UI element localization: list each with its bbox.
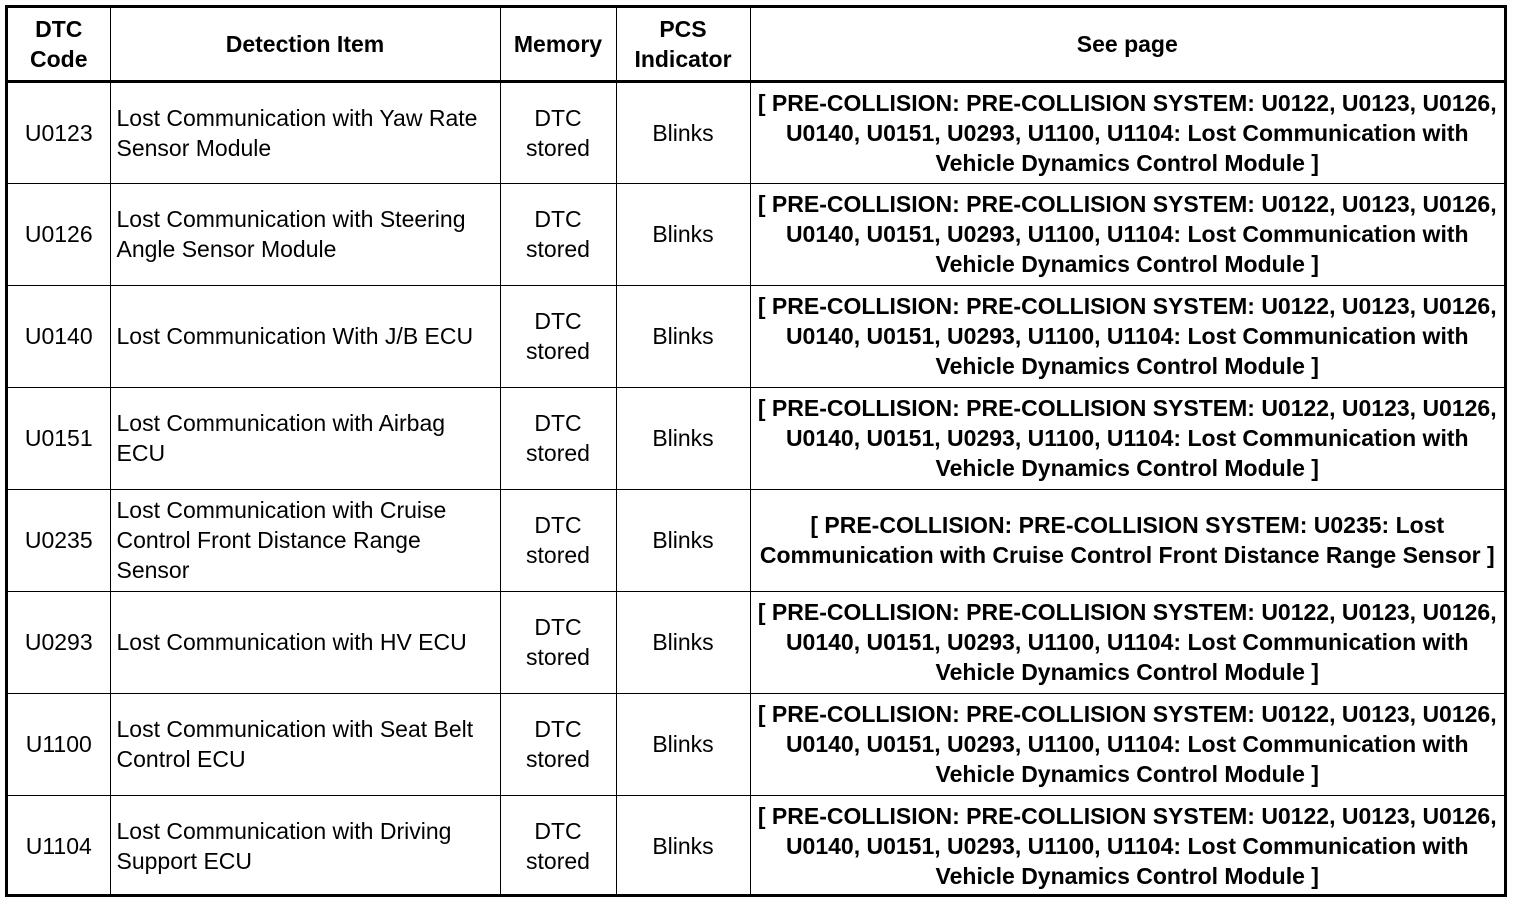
header-pcs-indicator-label: PCS Indicator — [634, 15, 732, 72]
memory-cell: DTC stored — [500, 795, 616, 897]
dtc-table-frame — [5, 5, 1507, 897]
header-row — [8, 8, 1504, 81]
header-pcs-indicator — [616, 8, 750, 81]
detection-item-cell: Lost Communication with Steering Angle Sensor Module — [110, 183, 500, 285]
header-memory — [500, 8, 616, 81]
dtc-code-cell: U0235 — [8, 489, 110, 591]
table-row — [8, 795, 1504, 897]
header-dtc-code-label: DTC Code — [30, 15, 88, 72]
detection-item-cell: Lost Communication with HV ECU — [110, 591, 500, 693]
see-page-link[interactable]: [ PRE-COLLISION: PRE-COLLISION SYSTEM: U0122, U0123, U0126, U0140, U0151, U0293, U1100, U1104: Lost Communication with Vehicle Dynamics Control Module ] — [750, 183, 1504, 285]
dtc-table — [8, 8, 1504, 897]
detection-item-cell: Lost Communication with Driving Support ECU — [110, 795, 500, 897]
memory-cell: DTC stored — [500, 387, 616, 489]
memory-cell: DTC stored — [500, 183, 616, 285]
pcs-indicator-cell: Blinks — [616, 387, 750, 489]
detection-item-cell: Lost Communication with Cruise Control Front Distance Range Sensor — [110, 489, 500, 591]
pcs-indicator-cell: Blinks — [616, 591, 750, 693]
header-detection-item — [110, 8, 500, 81]
see-page-link[interactable]: [ PRE-COLLISION: PRE-COLLISION SYSTEM: U0122, U0123, U0126, U0140, U0151, U0293, U1100, U1104: Lost Communication with Vehicle Dynamics Control Module ] — [750, 591, 1504, 693]
see-page-link[interactable]: [ PRE-COLLISION: PRE-COLLISION SYSTEM: U0122, U0123, U0126, U0140, U0151, U0293, U1100, U1104: Lost Communication with Vehicle Dynamics Control Module ] — [750, 693, 1504, 795]
pcs-indicator-cell: Blinks — [616, 183, 750, 285]
detection-item-cell: Lost Communication with Airbag ECU — [110, 387, 500, 489]
dtc-code-cell: U1104 — [8, 795, 110, 897]
pcs-indicator-cell: Blinks — [616, 795, 750, 897]
see-page-link[interactable]: [ PRE-COLLISION: PRE-COLLISION SYSTEM: U0122, U0123, U0126, U0140, U0151, U0293, U1100, U1104: Lost Communication with Vehicle Dynamics Control Module ] — [750, 285, 1504, 387]
table-row — [8, 81, 1504, 183]
pcs-indicator-cell: Blinks — [616, 489, 750, 591]
memory-cell: DTC stored — [500, 693, 616, 795]
header-memory-label: Memory — [513, 30, 603, 57]
header-see-page-label: See page — [1076, 30, 1178, 57]
see-page-link[interactable]: [ PRE-COLLISION: PRE-COLLISION SYSTEM: U0122, U0123, U0126, U0140, U0151, U0293, U1100, U1104: Lost Communication with Vehicle Dynamics Control Module ] — [750, 81, 1504, 183]
see-page-link[interactable]: [ PRE-COLLISION: PRE-COLLISION SYSTEM: U0122, U0123, U0126, U0140, U0151, U0293, U1100, U1104: Lost Communication with Vehicle Dynamics Control Module ] — [750, 795, 1504, 897]
detection-item-cell: Lost Communication with Yaw Rate Sensor Module — [110, 81, 500, 183]
memory-cell: DTC stored — [500, 285, 616, 387]
memory-cell: DTC stored — [500, 81, 616, 183]
dtc-code-cell: U1100 — [8, 693, 110, 795]
dtc-code-cell: U0293 — [8, 591, 110, 693]
table-row — [8, 387, 1504, 489]
dtc-code-cell: U0126 — [8, 183, 110, 285]
dtc-code-cell: U0151 — [8, 387, 110, 489]
table-row — [8, 285, 1504, 387]
memory-cell: DTC stored — [500, 489, 616, 591]
dtc-code-cell: U0123 — [8, 81, 110, 183]
detection-item-cell: Lost Communication With J/B ECU — [110, 285, 500, 387]
detection-item-cell: Lost Communication with Seat Belt Control ECU — [110, 693, 500, 795]
pcs-indicator-cell: Blinks — [616, 285, 750, 387]
table-row — [8, 693, 1504, 795]
header-see-page — [750, 8, 1504, 81]
table-row — [8, 489, 1504, 591]
see-page-link[interactable]: [ PRE-COLLISION: PRE-COLLISION SYSTEM: U0235: Lost Communication with Cruise Control Front Distance Range Sensor ] — [750, 489, 1504, 591]
dtc-code-cell: U0140 — [8, 285, 110, 387]
memory-cell: DTC stored — [500, 591, 616, 693]
header-detection-item-label: Detection Item — [225, 30, 385, 57]
table-row — [8, 183, 1504, 285]
see-page-link[interactable]: [ PRE-COLLISION: PRE-COLLISION SYSTEM: U0122, U0123, U0126, U0140, U0151, U0293, U1100, U1104: Lost Communication with Vehicle Dynamics Control Module ] — [750, 387, 1504, 489]
pcs-indicator-cell: Blinks — [616, 693, 750, 795]
header-dtc-code — [8, 8, 110, 81]
pcs-indicator-cell: Blinks — [616, 81, 750, 183]
table-row — [8, 591, 1504, 693]
